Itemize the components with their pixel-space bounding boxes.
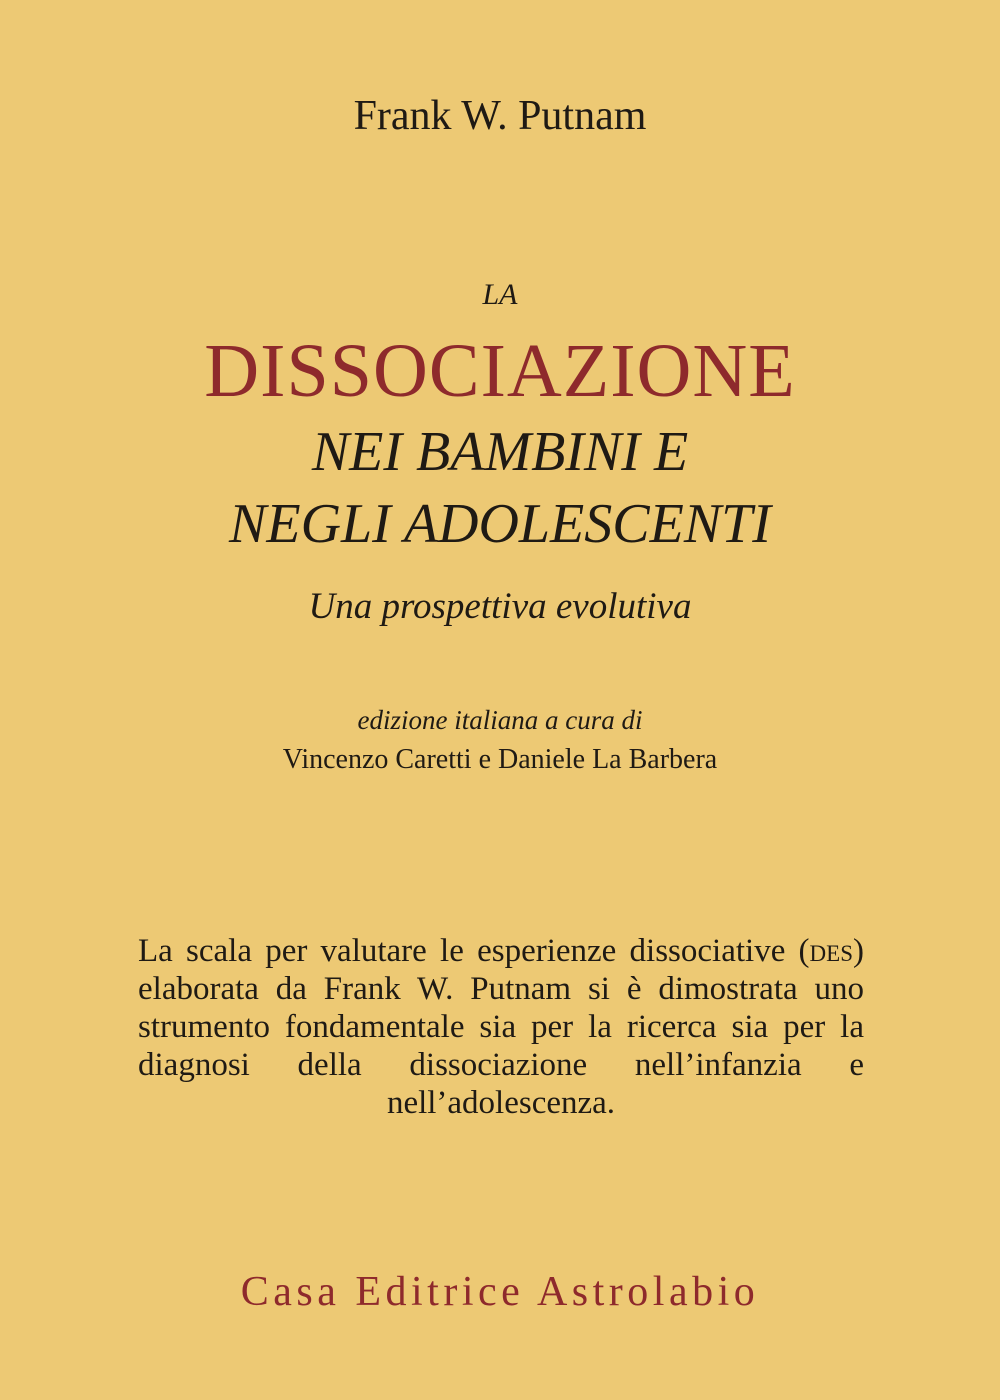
blurb-part-1: La scala per valutare le esperienze dissociative ( xyxy=(138,933,810,969)
blurb xyxy=(138,932,864,1122)
blurb-abbreviation: des xyxy=(809,933,853,969)
publisher: Casa Editrice Astrolabio xyxy=(240,1269,760,1315)
blurb-part-2: ) elaborata da Frank W. Putnam si è dimostrata uno strumento fondamentale sia per la ricerca sia per la diagnosi della dissociazione nell’infanzia e nell’adolescenza. xyxy=(138,933,864,1121)
edition-note: edizione italiana a cura di xyxy=(357,705,643,735)
title-line-2: NEGLI ADOLESCENTI xyxy=(229,493,771,555)
title-line-1: NEI BAMBINI E xyxy=(311,421,689,483)
title-article: LA xyxy=(482,278,518,311)
title-main: DISSOCIAZIONE xyxy=(204,329,796,413)
editors: Vincenzo Caretti e Daniele La Barbera xyxy=(282,744,718,775)
subtitle: Una prospettiva evolutiva xyxy=(308,586,692,627)
author-name: Frank W. Putnam xyxy=(353,93,647,139)
